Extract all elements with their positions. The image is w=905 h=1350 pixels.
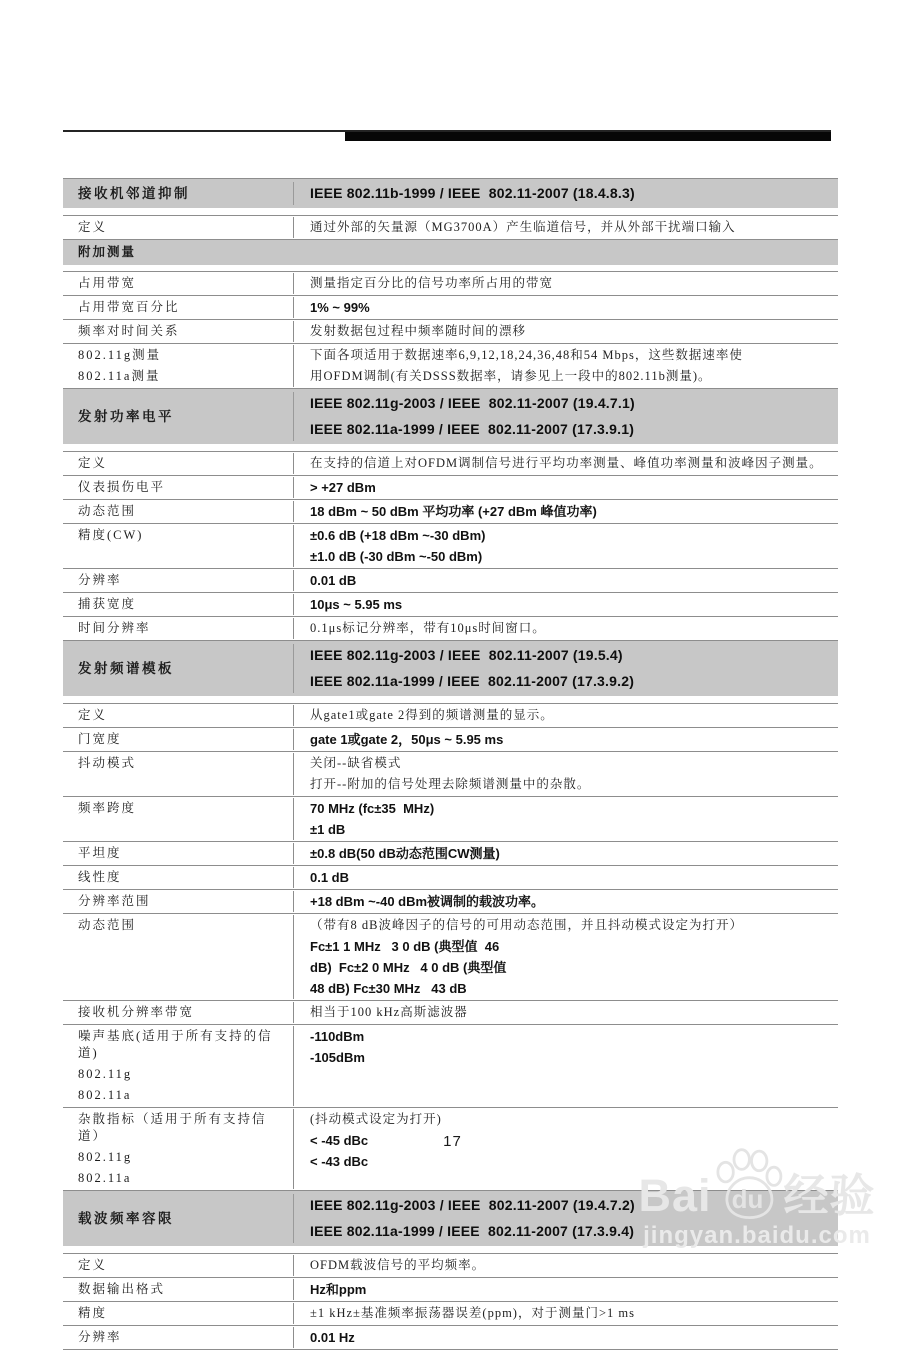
spec-value-line: dB) Fc±2 0 MHz 4 0 dB (典型值 bbox=[310, 960, 507, 975]
spec-label bbox=[63, 618, 293, 639]
spec-label bbox=[63, 798, 293, 840]
spec-label-line: 占用带宽百分比 bbox=[78, 300, 180, 314]
spec-label-line: 数据输出格式 bbox=[78, 1282, 166, 1296]
spec-label bbox=[63, 753, 293, 795]
spec-label-line: 发射功率电平 bbox=[78, 409, 174, 424]
spec-label-line: 线性度 bbox=[78, 870, 122, 884]
table-row bbox=[63, 178, 838, 208]
spec-label-line: 时间分辨率 bbox=[78, 621, 151, 635]
table-row bbox=[63, 913, 838, 1000]
spec-value-line: IEEE 802.11a-1999 / IEEE 802.11-2007 (17.3.9.1) bbox=[310, 421, 635, 437]
spec-label-line: 占用带宽 bbox=[78, 276, 137, 290]
spec-value bbox=[293, 182, 838, 205]
spec-value-line: ±1.0 dB (-30 dBm ~-50 dBm) bbox=[310, 549, 483, 564]
spec-label-line: 附加测量 bbox=[78, 245, 137, 259]
table-row bbox=[63, 271, 838, 295]
spec-value-line: 测量指定百分比的信号功率所占用的带宽 bbox=[310, 276, 554, 290]
table-row bbox=[63, 592, 838, 616]
spec-label bbox=[63, 705, 293, 726]
spec-label-line: 802.11g测量 bbox=[78, 348, 162, 362]
spec-value bbox=[293, 1303, 838, 1324]
spec-label bbox=[63, 183, 293, 204]
spec-value bbox=[293, 1279, 838, 1300]
spec-label-line: 定义 bbox=[78, 1258, 108, 1272]
spec-value-line: ±1 dB bbox=[310, 822, 346, 837]
spec-value bbox=[293, 1026, 838, 1106]
spec-value-line: (抖动模式设定为打开) bbox=[310, 1112, 442, 1126]
spec-value-line: （带有8 dB波峰因子的信号的可用动态范围，并且抖动模式设定为打开） bbox=[310, 918, 743, 932]
table-row bbox=[63, 889, 838, 913]
spec-value-line: 关闭--缺省模式 bbox=[310, 756, 402, 770]
baidu-logo-text-jingyan: 经验 bbox=[783, 1170, 876, 1221]
spec-label-line: 载波频率容限 bbox=[78, 1211, 174, 1226]
spec-value-line: -105dBm bbox=[310, 1050, 365, 1065]
spec-value-line: IEEE 802.11g-2003 / IEEE 802.11-2007 (19.5.4) bbox=[310, 647, 623, 663]
spec-value-line: IEEE 802.11a-1999 / IEEE 802.11-2007 (17.3.9.4) bbox=[310, 1223, 635, 1239]
spec-value bbox=[293, 297, 838, 318]
spec-label-line: 平坦度 bbox=[78, 846, 122, 860]
spec-label bbox=[63, 594, 293, 615]
spec-value-line: OFDM载波信号的平均频率。 bbox=[310, 1258, 486, 1272]
spec-label bbox=[63, 477, 293, 498]
spec-value-line: 48 dB) Fc±30 MHz 43 dB bbox=[310, 981, 467, 996]
spec-label bbox=[63, 570, 293, 591]
spec-label-line: 802.11a bbox=[78, 1171, 132, 1185]
spec-value bbox=[293, 705, 838, 726]
top-rule-thick bbox=[345, 132, 831, 141]
spec-value-line: 0.01 Hz bbox=[310, 1330, 355, 1345]
spec-value-line: 相当于100 kHz高斯滤波器 bbox=[310, 1005, 468, 1019]
table-row bbox=[63, 796, 838, 841]
spec-label bbox=[63, 1026, 293, 1106]
spec-value-line: 0.1 dB bbox=[310, 870, 350, 885]
spec-value-line: 在支持的信道上对OFDM调制信号进行平均功率测量、峰值功率测量和波峰因子测量。 bbox=[310, 456, 823, 470]
table-row bbox=[63, 475, 838, 499]
spec-value bbox=[293, 798, 838, 840]
spec-label bbox=[63, 1002, 293, 1023]
spec-value bbox=[293, 501, 838, 522]
spec-label bbox=[63, 1208, 293, 1229]
spec-label bbox=[63, 525, 293, 567]
spec-label bbox=[63, 1279, 293, 1300]
spec-label-line: 门宽度 bbox=[78, 732, 122, 746]
spec-value bbox=[293, 525, 838, 567]
spec-label-line: 分辨率范围 bbox=[78, 894, 151, 908]
watermark-url: jingyan.baidu.com bbox=[643, 1222, 871, 1249]
spec-value-line: 0.01 dB bbox=[310, 573, 357, 588]
spec-value-line: 从gate1或gate 2得到的频谱测量的显示。 bbox=[310, 708, 554, 722]
spec-value-line: 70 MHz (fc±35 MHz) bbox=[310, 801, 435, 816]
table-row bbox=[63, 343, 838, 388]
spec-value bbox=[293, 644, 838, 693]
table-row bbox=[63, 640, 838, 696]
spec-value bbox=[293, 1255, 838, 1276]
table-row bbox=[63, 1000, 838, 1024]
spec-label bbox=[63, 1255, 293, 1276]
spec-label-line: 接收机邻道抑制 bbox=[78, 186, 190, 201]
spec-label-line: 定义 bbox=[78, 456, 108, 470]
spec-value-line: IEEE 802.11b-1999 / IEEE 802.11-2007 (18.4.8.3) bbox=[310, 185, 635, 201]
table-row bbox=[63, 568, 838, 592]
table-row bbox=[63, 1024, 838, 1107]
spec-label-line: 精度 bbox=[78, 1306, 108, 1320]
table-row bbox=[63, 1325, 838, 1350]
spec-value-line: 18 dBm ~ 50 dBm 平均功率 (+27 dBm 峰值功率) bbox=[310, 504, 597, 519]
spec-value bbox=[293, 217, 838, 238]
spec-value bbox=[293, 1002, 838, 1023]
spec-value-line: gate 1或gate 2，50μs ~ 5.95 ms bbox=[310, 732, 504, 747]
spec-label-line: 抖动模式 bbox=[78, 756, 137, 770]
page-number: 17 bbox=[443, 1133, 462, 1150]
spec-value bbox=[293, 273, 838, 294]
spec-label-line: 捕获宽度 bbox=[78, 597, 137, 611]
table-row bbox=[63, 616, 838, 640]
spec-value-line: +18 dBm ~-40 dBm被调制的载波功率。 bbox=[310, 894, 545, 909]
spec-value-line: 用OFDM调制(有关DSSS数据率，请参见上一段中的802.11b测量)。 bbox=[310, 369, 712, 383]
table-row bbox=[63, 727, 838, 751]
spec-value-line: IEEE 802.11g-2003 / IEEE 802.11-2007 (19.4.7.1) bbox=[310, 395, 635, 411]
spec-label-line: 频率对时间关系 bbox=[78, 324, 180, 338]
spec-label-line: 802.11a bbox=[78, 1088, 132, 1102]
spec-label-line: 分辨率 bbox=[78, 1330, 122, 1344]
spec-value-line: IEEE 802.11a-1999 / IEEE 802.11-2007 (17.3.9.2) bbox=[310, 673, 635, 689]
spec-value bbox=[293, 477, 838, 498]
spec-label bbox=[63, 1303, 293, 1324]
spec-value-line: 打开--附加的信号处理去除频谱测量中的杂散。 bbox=[310, 777, 591, 791]
spec-value bbox=[293, 867, 838, 888]
spec-label bbox=[63, 891, 293, 912]
spec-label-line: 发射频谱模板 bbox=[78, 661, 174, 676]
spec-value-line: Fc±1 1 MHz 3 0 dB (典型值 46 bbox=[310, 939, 500, 954]
spec-label bbox=[63, 297, 293, 318]
spec-value bbox=[293, 570, 838, 591]
spec-value-line: Hz和ppm bbox=[310, 1282, 367, 1297]
spec-label bbox=[63, 729, 293, 750]
spec-value-line: 发射数据包过程中频率随时间的漂移 bbox=[310, 324, 527, 338]
table-row bbox=[63, 451, 838, 475]
spec-value-line: 0.1μs标记分辨率，带有10μs时间窗口。 bbox=[310, 621, 546, 635]
spec-label bbox=[63, 1327, 293, 1348]
spec-label-line: 802.11a测量 bbox=[78, 369, 161, 383]
table-row bbox=[63, 499, 838, 523]
spec-value-line: < -43 dBc bbox=[310, 1154, 369, 1169]
spec-label bbox=[63, 273, 293, 294]
table-row bbox=[63, 751, 838, 796]
table-row bbox=[63, 319, 838, 343]
table-row bbox=[63, 1277, 838, 1301]
baidu-logo bbox=[632, 1148, 882, 1221]
spec-label bbox=[63, 345, 293, 387]
spec-label-line: 动态范围 bbox=[78, 918, 137, 932]
table-row bbox=[63, 1301, 838, 1325]
paw-icon bbox=[713, 1148, 783, 1220]
spec-value bbox=[293, 915, 838, 999]
spec-label-line: 精度(CW) bbox=[78, 528, 144, 542]
spec-label bbox=[63, 321, 293, 342]
spec-value bbox=[293, 1327, 838, 1348]
spec-label bbox=[63, 217, 293, 238]
spec-label bbox=[63, 453, 293, 474]
spec-value bbox=[293, 843, 838, 864]
spec-label bbox=[63, 658, 293, 679]
spec-label-line: 接收机分辨率带宽 bbox=[78, 1005, 195, 1019]
spec-value bbox=[293, 321, 838, 342]
spec-label-line: 杂散指标（适用于所有支持信道） bbox=[78, 1112, 267, 1143]
table-row bbox=[63, 1253, 838, 1277]
spec-value bbox=[293, 891, 838, 912]
spec-label bbox=[63, 843, 293, 864]
spec-value-line: > +27 dBm bbox=[310, 480, 376, 495]
baidu-logo-text-bai: Bai bbox=[638, 1170, 712, 1221]
spec-value-line: 10μs ~ 5.95 ms bbox=[310, 597, 403, 612]
spec-value-line: ±1 kHz±基准频率振荡器误差(ppm)，对于测量门>1 ms bbox=[310, 1306, 635, 1320]
spec-label-line: 分辨率 bbox=[78, 573, 122, 587]
spec-value bbox=[293, 729, 838, 750]
spec-value bbox=[293, 753, 838, 795]
spec-value-line: < -45 dBc bbox=[310, 1133, 369, 1148]
spec-label-line: 定义 bbox=[78, 220, 108, 234]
spec-label bbox=[63, 501, 293, 522]
spec-label-line: 动态范围 bbox=[78, 504, 137, 518]
baidu-watermark bbox=[632, 1148, 882, 1250]
table-row bbox=[63, 388, 838, 444]
spec-label bbox=[63, 915, 293, 999]
baidu-logo-text-du: du bbox=[731, 1184, 764, 1214]
spec-value bbox=[293, 594, 838, 615]
spec-label-line: 802.11g bbox=[78, 1150, 133, 1164]
spec-value-line: -110dBm bbox=[310, 1029, 365, 1044]
spec-value-line: ±0.6 dB (+18 dBm ~-30 dBm) bbox=[310, 528, 486, 543]
table-row bbox=[63, 239, 838, 265]
spec-value bbox=[293, 618, 838, 639]
spec-label-line: 频率跨度 bbox=[78, 801, 137, 815]
spec-label-line: 802.11g bbox=[78, 1067, 133, 1081]
spec-value-line: IEEE 802.11g-2003 / IEEE 802.11-2007 (19.4.7.2) bbox=[310, 1197, 635, 1213]
table-row bbox=[63, 703, 838, 727]
spec-value-line: 下面各项适用于数据速率6,9,12,18,24,36,48和54 Mbps，这些数据速率使 bbox=[310, 348, 743, 362]
spec-value bbox=[293, 345, 838, 387]
spec-label bbox=[63, 867, 293, 888]
spec-label bbox=[63, 406, 293, 427]
spec-value-line: ±0.8 dB(50 dB动态范围CW测量) bbox=[310, 846, 500, 861]
spec-label-line: 仪表损伤电平 bbox=[78, 480, 166, 494]
table-row bbox=[63, 865, 838, 889]
spec-label-line: 噪声基底(适用于所有支持的信道) bbox=[78, 1029, 273, 1060]
spec-label-line: 定义 bbox=[78, 708, 108, 722]
spec-value-line: 1% ~ 99% bbox=[310, 300, 370, 315]
spec-label bbox=[63, 242, 838, 263]
table-row bbox=[63, 215, 838, 239]
table-row bbox=[63, 841, 838, 865]
table-row bbox=[63, 523, 838, 568]
table-row bbox=[63, 295, 838, 319]
spec-value-line: 通过外部的矢量源（MG3700A）产生临道信号，并从外部干扰端口输入 bbox=[310, 220, 736, 234]
spec-value bbox=[293, 453, 838, 474]
spec-value bbox=[293, 392, 838, 441]
